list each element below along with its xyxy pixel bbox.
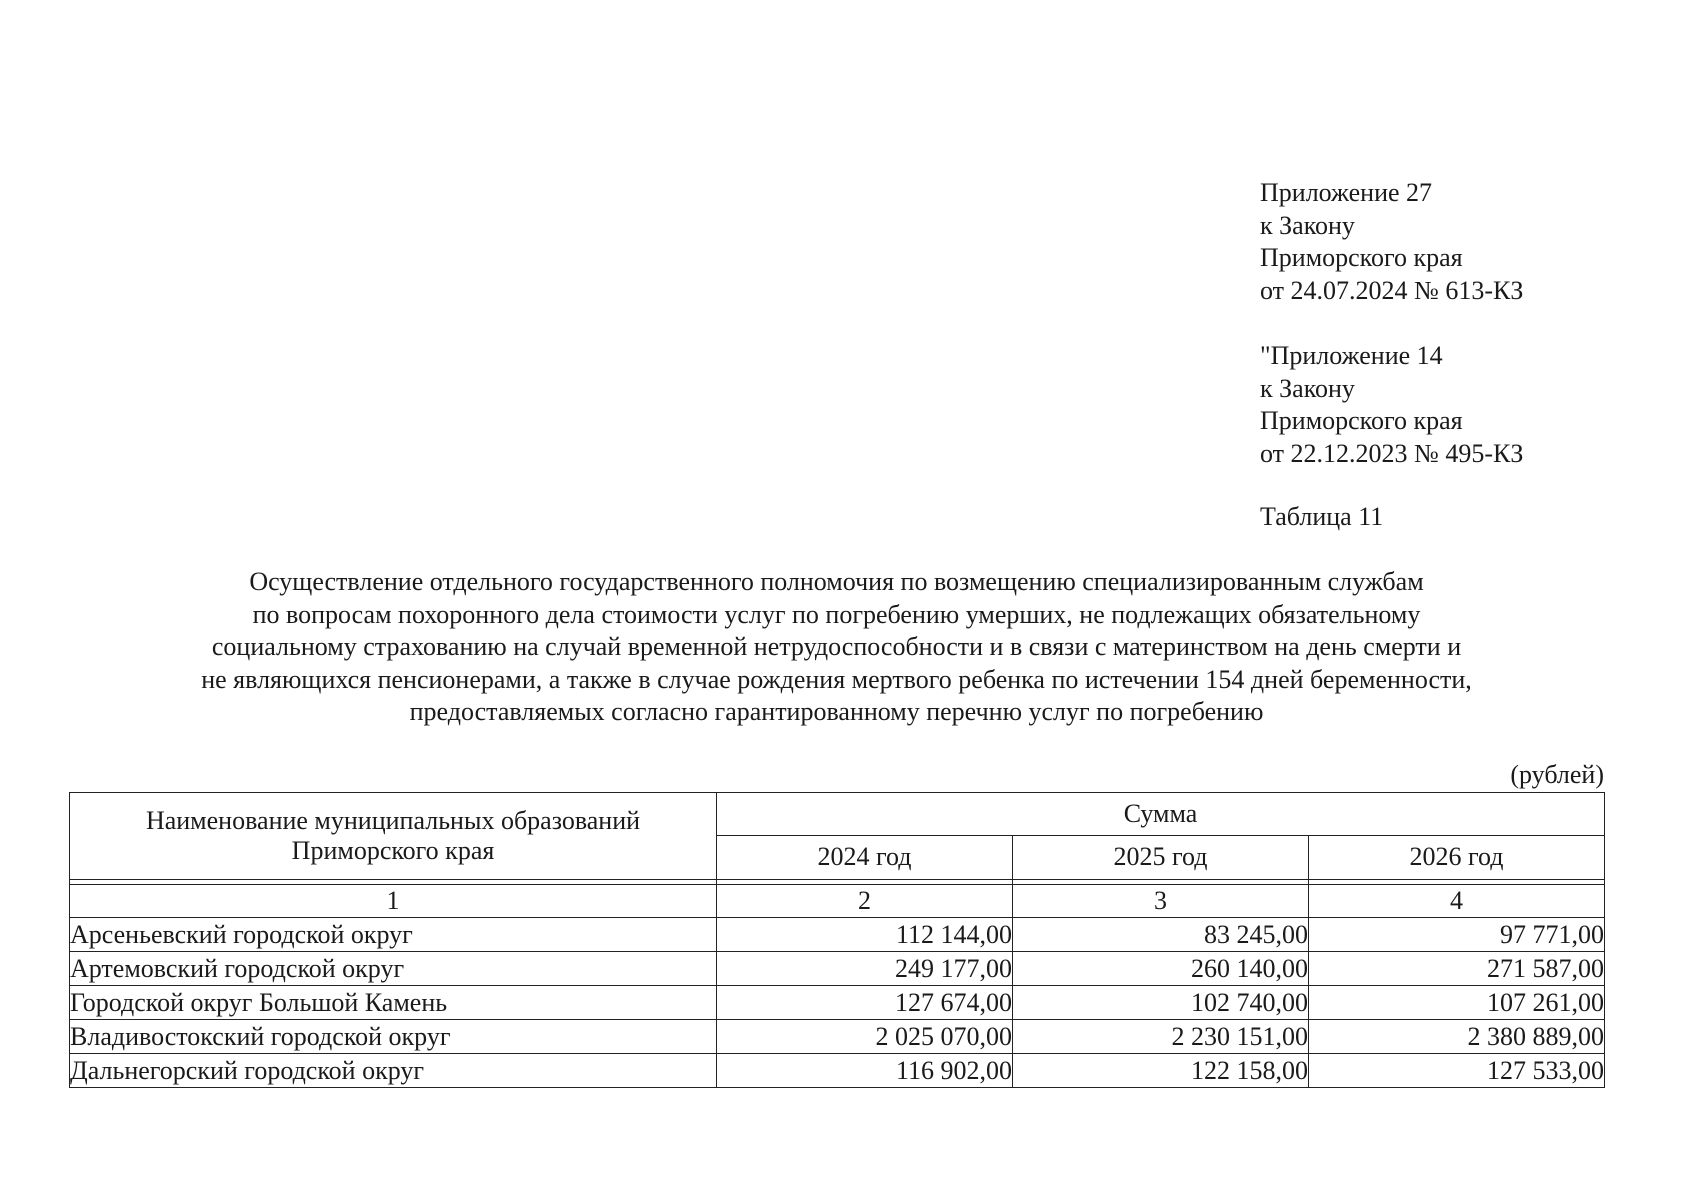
- amount-2026: 97 771,00: [1309, 918, 1605, 952]
- municipality-name: Артемовский городской округ: [70, 952, 717, 986]
- original-appendix-number: "Приложение 14: [1260, 341, 1443, 370]
- table-label: Таблица 11: [1260, 502, 1384, 531]
- appendix-number: Приложение 27: [1260, 178, 1433, 207]
- column-number-row: [70, 885, 1605, 918]
- amount-2026: 2 380 889,00: [1309, 1020, 1605, 1054]
- sums-table: [69, 792, 1605, 1088]
- municipality-name: Арсеньевский городской округ: [70, 918, 717, 952]
- amount-2024: 249 177,00: [717, 952, 1013, 986]
- amount-2024: 127 674,00: [717, 986, 1013, 1020]
- amount-2026: 107 261,00: [1309, 986, 1605, 1020]
- original-appendix-date: от 22.12.2023 № 495-КЗ: [1260, 438, 1524, 468]
- municipality-name: Владивостокский городской округ: [70, 1020, 717, 1054]
- original-appendix-reference: [1260, 340, 1523, 470]
- header-year-2026: 2026 год: [1309, 835, 1605, 879]
- title-line: Осуществление отдельного государственного полномочия по возмещению специализированным службам: [249, 567, 1424, 596]
- table-row: [70, 952, 1605, 986]
- original-appendix-region: Приморского края: [1260, 406, 1463, 435]
- header-municipality: [70, 793, 717, 880]
- appendix-reference: [1260, 177, 1523, 307]
- column-number: 2: [717, 885, 1013, 918]
- appendix-law: к Закону: [1260, 210, 1355, 240]
- amount-2025: 2 230 151,00: [1013, 1020, 1309, 1054]
- title-line: по вопросам похоронного дела стоимости услуг по погребению умерших, не подлежащих обязательному: [252, 599, 1421, 629]
- column-number: 1: [70, 885, 717, 918]
- header-year-2025: 2025 год: [1013, 835, 1309, 879]
- table-row: [70, 1020, 1605, 1054]
- amount-2026: 271 587,00: [1309, 952, 1605, 986]
- table-row: [70, 918, 1605, 952]
- title-line: предоставляемых согласно гарантированному перечню услуг по погребению: [409, 697, 1264, 726]
- municipality-name: Дальнегорский городской округ: [70, 1054, 717, 1088]
- amount-2024: 112 144,00: [717, 918, 1013, 952]
- original-appendix-law: к Закону: [1260, 373, 1355, 403]
- amount-2025: 102 740,00: [1013, 986, 1309, 1020]
- column-number: 4: [1309, 885, 1605, 918]
- header-municipality-line1: Наименование муниципальных образований: [145, 806, 641, 835]
- header-municipality-line2: Приморского края: [291, 836, 495, 865]
- amount-2025: 83 245,00: [1013, 918, 1309, 952]
- amount-2025: 260 140,00: [1013, 952, 1309, 986]
- appendix-region: Приморского края: [1260, 243, 1463, 272]
- amount-2026: 127 533,00: [1309, 1054, 1605, 1088]
- table-row: [70, 1054, 1605, 1088]
- title-line: не являющихся пенсионерами, а также в случае рождения мертвого ребенка по истечении 154 дней беременности,: [201, 664, 1472, 694]
- units-label: (рублей): [1510, 760, 1604, 789]
- amount-2024: 2 025 070,00: [717, 1020, 1013, 1054]
- appendix-date: от 24.07.2024 № 613-КЗ: [1260, 275, 1524, 305]
- table-row: [70, 986, 1605, 1020]
- header-sum: Сумма: [717, 793, 1605, 836]
- amount-2025: 122 158,00: [1013, 1054, 1309, 1088]
- document-title: [69, 566, 1604, 729]
- header-year-2024: 2024 год: [717, 835, 1013, 879]
- municipality-name: Городской округ Большой Камень: [70, 986, 717, 1020]
- amount-2024: 116 902,00: [717, 1054, 1013, 1088]
- column-number: 3: [1013, 885, 1309, 918]
- title-line: социальному страхованию на случай временной нетрудоспособности и в связи с материнством на день смерти и: [211, 632, 1462, 661]
